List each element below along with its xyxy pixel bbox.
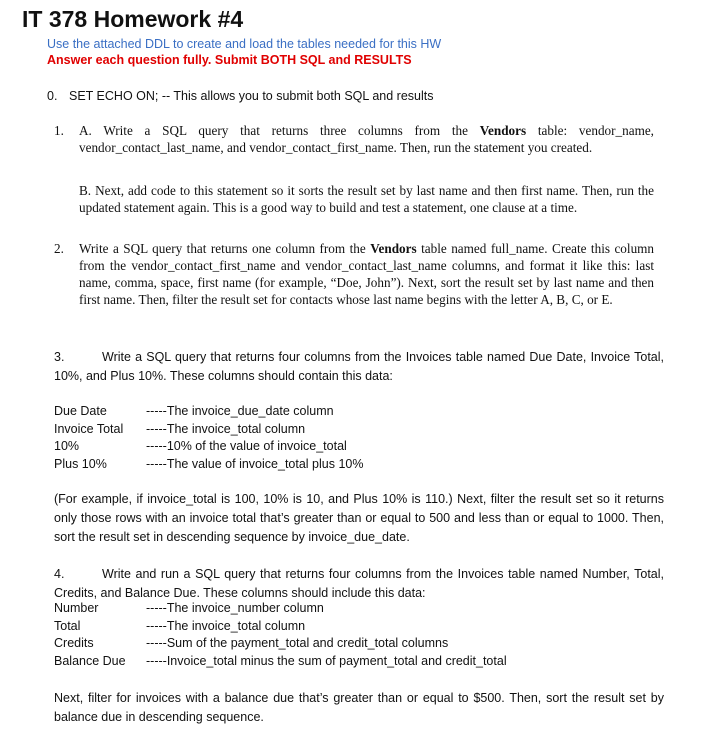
question-4-text: Write and run a SQL query that returns four columns from the Invoices table named Number, Total, Credits, and Balance Due. These columns should include this data: xyxy=(54,567,664,600)
question-1b-text: B. Next, add code to this statement so it sorts the result set by last name and then first name. Then, run the updated statement again. This is a good way to build and test a statement, one clause at a time. xyxy=(79,183,654,215)
question-4-number: 4. xyxy=(54,567,65,581)
list-item: Credits -----Sum of the payment_total and credit_total columns xyxy=(54,636,449,650)
list-item: 10% -----10% of the value of invoice_total xyxy=(54,439,347,453)
question-4-column-list xyxy=(54,600,507,670)
question-0-number: 0. xyxy=(47,89,58,103)
document-subtitle: Use the attached DDL to create and load the tables needed for this HW xyxy=(47,37,442,51)
document-title: IT 378 Homework #4 xyxy=(22,6,244,32)
question-4 xyxy=(54,565,664,603)
question-1b xyxy=(54,182,654,216)
question-2 xyxy=(54,240,654,308)
submission-instruction: Answer each question fully. Submit BOTH SQL and RESULTS xyxy=(47,53,412,67)
question-3-note: (For example, if invoice_total is 100, 10% is 10, and Plus 10% is 110.) Next, filter the result set so it returns only those rows with an invoice total that’s greater than or equal to 500 and less than or equal to 1000. Then, sort the result set in descending sequence by invoice_due_date. xyxy=(54,492,664,544)
question-0-text: SET ECHO ON; -- This allows you to submit both SQL and results xyxy=(69,89,434,103)
question-3-column-list xyxy=(54,403,363,473)
table-name-vendors: Vendors xyxy=(479,123,527,138)
question-1a-text: A. Write a SQL query that returns three columns from the Vendors table: vendor_name, vendor_contact_last_name, and vendor_contact_first_name. Then, run the statement you created. xyxy=(79,123,654,155)
question-3-number: 3. xyxy=(54,350,65,364)
question-2-text: Write a SQL query that returns one column from the Vendors table named full_name. Create this column from the vendor_contact_first_name and vendor_contact_last_name columns, and format it like this: last name, comma, space, first name (for example, “Doe, John”). Next, sort the result set by last name and then first name. Then, filter the result set for contacts whose last name begins with the letter A, B, C, or E. xyxy=(79,241,655,307)
question-3-text: Write a SQL query that returns four columns from the Invoices table named Due Date, Invoice Total, 10%, and Plus 10%. These columns should contain this data: xyxy=(54,350,664,383)
question-2-number: 2. xyxy=(54,241,64,256)
question-4-note: Next, filter for invoices with a balance due that’s greater than or equal to $500. Then, sort the result set by balance due in descending sequence. xyxy=(54,691,664,724)
list-item: Balance Due -----Invoice_total minus the sum of payment_total and credit_total xyxy=(54,653,507,668)
table-name-vendors: Vendors xyxy=(370,241,417,256)
list-item: Invoice Total -----The invoice_total column xyxy=(54,421,306,436)
question-0 xyxy=(47,89,434,103)
list-item: Plus 10% -----The value of invoice_total plus 10% xyxy=(54,456,364,471)
question-1-number: 1. xyxy=(54,123,64,138)
question-3 xyxy=(54,348,664,386)
list-item: Number -----The invoice_number column xyxy=(54,601,324,615)
question-1 xyxy=(54,122,654,156)
list-item: Total -----The invoice_total column xyxy=(54,618,306,633)
list-item: Due Date -----The invoice_due_date column xyxy=(54,404,334,418)
